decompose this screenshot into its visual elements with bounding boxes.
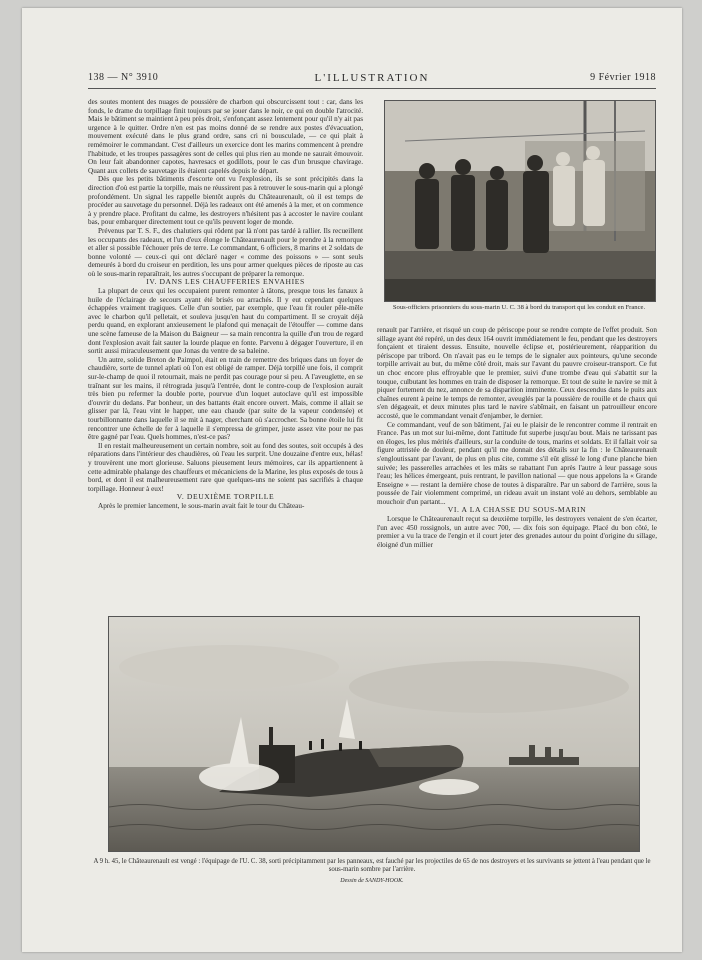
page-number: 138 — N° 3910 [88,72,159,83]
text-column-left [88,98,363,608]
issue-date: 9 Février 1918 [590,72,656,83]
paragraph: des soutes montent des nuages de poussière de charbon qui obscurcissent tout : car, dans les fonds, le drame du torpillage finit toujours par se jouer dans le noir, ce qui en double l'atrocité. Mais le bâtiment se maintient à peu près droit, s'enfonçant assez lentement pour qu'il n'y ait pas urgence à le quitter. Ordre n'en est pas moins donné de se rendre aux postes d'évacuation, mouvement exécuté dans le plus grand ordre, sans cri ni bousculade, — ce qui plait à remémoirer le commandant. C'est d'ailleurs un exercice dont les marins commencent à prendre l'habitude, et les troupes passagères sont de celles qui plus rien au monde ne saurait émouvoir. On leur fait abandonner capotes, havresacs et godillots, pour le cas d'un brusque chavirage. Quant aux collets de sauvetage ils étaient capelés depuis le départ. [88,98,363,175]
illustration-credit: Dessin de SANDY-HOOK. [340,878,404,884]
text-column-right [377,326,657,626]
paragraph: Lorsque le Châteaurenault reçut sa deuxième torpille, les destroyers venaient de s'en écarter, l'un avec 450 rossignols, un autre avec 700, — dix fois son équipage. Placé du bon côté, le premier a vu la trace de l'engin et il court jeter des grenades autour du point d'origine du sillage, éloigné d'un millier [377,515,657,549]
paragraph: Dès que les petits bâtiments d'escorte ont vu l'explosion, ils se sont précipités dans la direction d'où est partie la torpille, mais ne réussirent pas à retrouver le sous-marin qui a plongé profondément. Un signal les rappelle bientôt auprès du Châteaurenault, où il est temps de procéder au sauvetage du personnel. Déjà les radeaux ont été amenés à la mer, et on commence à y prendre place. Profitant du calme, les destroyers n'hésitent pas à accoster le navire coulant bas, pour embarquer directement tout ce qu'ils peuvent loger de monde. [88,175,363,227]
paragraph: renault par l'arrière, et risqué un coup de périscope pour se rendre compte de l'effet produit. Son sillage ayant été repéré, un des deux 164 ouvrit immédiatement le feu, pendant que les destroyers fonçaient et tiraient dessus. Ensuite, nouvelle éclipse et, postérieurement, réapparition du périscope par tribord. On n'avait pas eu le temps de le signaler aux pointeurs, qu'une seconde torpille arrivait au but, du même côté droit, mais sur l'avant du pauvre croiseur-transport. Ce fut un choc encore plus effroyable que le premier, suivi d'une trombe d'eau qui s'abattit sur la touque, culbutant les hommes en train de disposer la remorque. Et tout de suite le navire se mit à piquer fortement du nez, annonce de sa disparition imminente. Ceux descendus dans le puits aux chaînes eurent à peine le temps de remonter, aveuglés par la poussière de rouille et de chaux qui s'en dégageait, et deux minutes plus tard le navire s'abîmait, en faisant un patrouilleur encore accosté, que le commandant venait d'enjamber, le dernier. [377,326,657,420]
illustration-caption: A 9 h. 45, le Châteaurenault est vengé : l'équipage de l'U. C. 38, sorti précipitamment par les panneaux, est fauché par les projectiles de 65 de nos destroyers et les survivants se jettent à l'eau pendant que le sous-marin sombre par l'arrière. [93,858,651,874]
prisoners-photo-caption: Sous-officiers prisonniers du sous-marin U. C. 38 à bord du transport qui les conduit en France. [392,304,646,311]
paragraph: Il en restait malheureusement un certain nombre, soit au fond des soutes, soit occupés à des réparations dans l'intérieur des chaudières, où l'eau les surprit. Une douzaine d'entre eux, hélas! y trouvèrent une mort glorieuse. Saluons pieusement leurs mémoires, car ils appartiennent à cette admirable phalange des chauffeurs et mécaniciens de la Marine, les plus exposés de tous à bord, et dont il est malheureusement rare que quelques-uns ne soient pas sacrifiés à chaque torpillage. Honneur à eux! [88,441,363,493]
prisoners-photo [384,100,656,302]
submarine-illustration-art [109,617,639,851]
magazine-title: L'ILLUSTRATION [314,72,430,84]
page-header [88,72,656,86]
section-heading-v: V. DEUXIÈME TORPILLE [176,492,275,502]
section-heading-vi: VI. A LA CHASSE DU SOUS-MARIN [447,505,587,515]
paragraph: Un autre, solide Breton de Paimpol, était en train de remettre des briques dans un foyer de chaudière, sorte de tunnel aplati où l'on est obligé de ramper. Déjà torpillé une fois, il comprit sur-le-champ de quoi il retournait, mais ne perdit pas courage pour si peu. A l'aveuglette, en se traînant sur les mains, il rétrograda jusqu'à l'entrée, dont le contre-coup de l'explosion aurait très bien pu refermer la double porte, pourvue d'un loquet autoclave qu'il est impossible d'ouvrir du dedans. Par bonheur, un des battants était encore ouvert. Mais, comme il allait se glisser par là, l'eau vint le happer, une eau chaude (par suite de la vapeur condensée) et tourbillonnante dans laquelle il se mit à nager, cherchant où s'accrocher. Sa bonne étoile lui fit rencontrer une échelle de fer à laquelle il s'empressa de grimper, juste assez vite pour ne pas être gagné par l'eau. Quels hommes, n'est-ce pas? [88,355,363,442]
paragraph: Ce commandant, veuf de son bâtiment, j'ai eu le plaisir de le rencontrer comme il rentrait en France. Pas un mot sur lui-même, dont l'attitude fut superbe jusqu'au bout. Mais ne tarissant pas en éloges, les plus mérités d'ailleurs, sur la conduite de tous, marins et soldats. Et il fallait voir sa figure attristée de douleur, pendant qu'il me donnait des détails sur la fin : le Châteaurenault s'engloutissant par l'avant, de plus en plus cite, comme s'il eût glissé le long d'une planche bien suivée; les passerelles arrachées et les mâts se rabattant l'un après l'autre à leur passage sous l'eau; les hélices émergeant, puis rentrant, le pavillon national — que nous appelons la « Grande Enseigne » — restant la dernière chose de toutes à disparaître. Par un sabord de l'arrière, sous la poussée de l'air violemment comprimé, un rideau avait un instant volé au dehors, semblable au mouchoir d'un partant... [377,420,657,506]
header-rule [88,88,656,89]
section-heading-iv: IV. DANS LES CHAUFFERIES ENVAHIES [146,277,305,287]
paragraph: La plupart de ceux qui les occupaient purent remonter à tâtons, presque tous les fanaux à huile de l'éclairage de secours ayant été brisés ou arrachés. Il y eut cependant quelques échappées vraiment tragiques. Celle d'un soutier, par exemple, que l'eau fit rouler pêle-mêle avec le charbon qu'il pelletait, et souleva jusqu'en haut du compartiment. Il se croyait déjà perdu quand, en explorant anxieusement le plafond qui menaçait de l'étouffer — comme dans une scène fameuse de la Maison du Baigneur — sa main rencontra la quille d'un trou de regard dont l'explosion avait fait sauter la lourde plaque en fonte. Parvenu à dégager l'ouverture, il en sortit aussi miraculeusement que Jonas du ventre de sa baleine. [88,287,363,356]
submarine-illustration [108,616,640,852]
page-sheet [22,8,682,952]
prisoners-photo-art [385,101,655,301]
paragraph: Après le premier lancement, le sous-marin avait fait le tour du Château- [98,501,305,510]
paragraph: Prévenus par T. S. F., des chalutiers qui rôdent par là n'ont pas tardé à rallier. Ils recueillent les occupants des radeaux, et l'un d'eux élonge le Châteaurenault pour le prendre à la remorque et aller si possible l'échouer près de terre. Le commandant, 6 officiers, 8 marins et 2 soldats de bonne volonté — ceux-ci qui ont déclaré nager « comme des poissons » — sont seuls demeurés à bord du croiseur en perdition, les uns pour armer quelques pièces de riposte au cas où le sous-marin reparaîtrait, les autres s'occupant de préparer la remorque. [88,226,363,278]
